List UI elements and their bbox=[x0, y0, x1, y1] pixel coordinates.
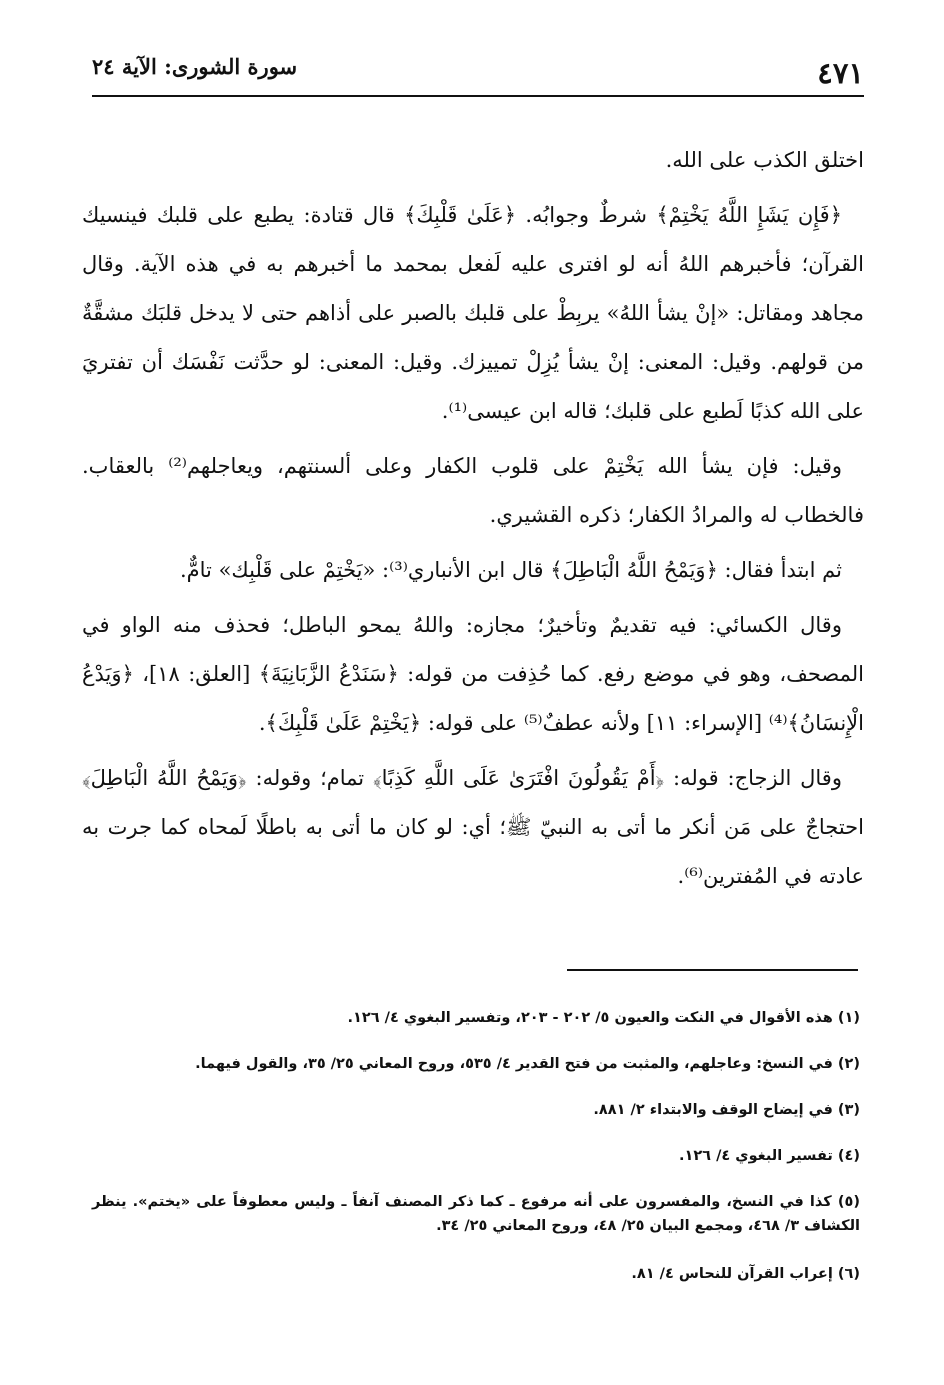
footnote-6: (٦) إعراب القرآن للنحاس ٤/ ٨١. bbox=[631, 1266, 860, 1282]
paragraph-6: وقال الزجاج: قوله: ﴿أَمْ يَقُولُونَ افْتَرَىٰ عَلَى اللَّهِ كَذِبًا﴾ تمام؛ وقوله: ﴿وَيَمْحُ اللَّهُ الْبَاطِلَ﴾ احتجاجٌ على مَن أنكر ما أتى به النبيّ ﷺ؛ أي: لو كان ما أتى به باطلًا لَمحاه كما جرت به عادته في المُفترين⁽⁶⁾. bbox=[82, 766, 864, 888]
page-header bbox=[92, 46, 864, 94]
running-title: سورة الشورى: الآية ٢٤ bbox=[92, 54, 298, 79]
paragraph-4: ثم ابتدأ فقال: ﴿وَيَمْحُ اللَّهُ الْبَاطِلَ﴾ قال ابن الأنباري⁽³⁾: «يَخْتِمْ على قَلْبِك» تامٌّ. bbox=[179, 558, 842, 582]
footnote-4: (٤) تفسير البغوي ٤/ ١٢٦. bbox=[678, 1148, 860, 1164]
paragraph-3: وقيل: فإن يشأ الله يَخْتِمْ على قلوب الكفار وعلى ألسنتهم، ويعاجلهم⁽²⁾ بالعقاب. فالخطاب له والمرادُ الكفار؛ ذكره القشيري. bbox=[82, 454, 864, 527]
footnote-2: (٢) في النسخ: وعاجلهم، والمثبت من فتح القدير ٤/ ٥٣٥، وروح المعاني ٢٥/ ٣٥، والقول فيهما. bbox=[195, 1056, 860, 1072]
paragraph-1: اختلق الكذب على الله. bbox=[665, 148, 864, 172]
paragraph-2: ﴿فَإِن يَشَإِ اللَّهُ يَخْتِمْ﴾ شرطٌ وجوابُه. ﴿عَلَىٰ قَلْبِكَ﴾ قال قتادة: يطبع على قلبك فينسيك القرآن؛ فأخبرهم اللهُ أنه لو افترى عليه لَفعل بمحمد ما أخبرهم به في هذه الآية. وقال مجاهد ومقاتل: «إنْ يشأ اللهُ» يربِطْ على قلبك بالصبر على أذاهم حتى لا يدخل قلبَك مشقَّةٌ من قولهم. وقيل: المعنى: إنْ يشأ يُزِلْ تمييزك. وقيل: المعنى: لو حدَّثت نَفْسَك أن تفتريَ على الله كذبًا لَطبع على قلبك؛ قاله ابن عيسى⁽¹⁾. bbox=[82, 203, 864, 423]
footnotes bbox=[92, 1006, 860, 1308]
header-rule bbox=[92, 95, 864, 97]
footnote-1: (١) هذه الأقوال في النكت والعيون ٥/ ٢٠٢ - ٢٠٣، وتفسير البغوي ٤/ ١٢٦. bbox=[347, 1010, 860, 1026]
paragraph-5: وقال الكسائي: فيه تقديمٌ وتأخيرٌ؛ مجازه: واللهُ يمحو الباطل؛ فحذف منه الواو في المصحف، وهو في موضع رفع. كما حُذِفت من قوله: ﴿سَنَدْعُ الزَّبَانِيَةَ﴾ [العلق: ١٨]، ﴿وَيَدْعُ الْإِنسَانُ﴾⁽⁴⁾ [الإسراء: ١١] ولأنه عطفٌ⁽⁵⁾ على قوله: ﴿يَخْتِمْ عَلَىٰ قَلْبِكَ﴾. bbox=[82, 613, 864, 735]
main-text bbox=[82, 136, 864, 907]
footnote-3: (٣) في إيضاح الوقف والابتداء ٢/ ٨٨١. bbox=[593, 1102, 860, 1118]
footnote-5: (٥) كذا في النسخ، والمفسرون على أنه مرفوع ـ كما ذكر المصنف آنفاً ـ وليس معطوفاً على «يختم». ينظر الكشاف ٣/ ٤٦٨، ومجمع البيان ٢٥/ ٤٨، وروح المعاني ٢٥/ ٣٤. bbox=[92, 1194, 860, 1234]
footnote-separator bbox=[567, 969, 858, 971]
page-number: ٤٧١ bbox=[817, 56, 864, 90]
